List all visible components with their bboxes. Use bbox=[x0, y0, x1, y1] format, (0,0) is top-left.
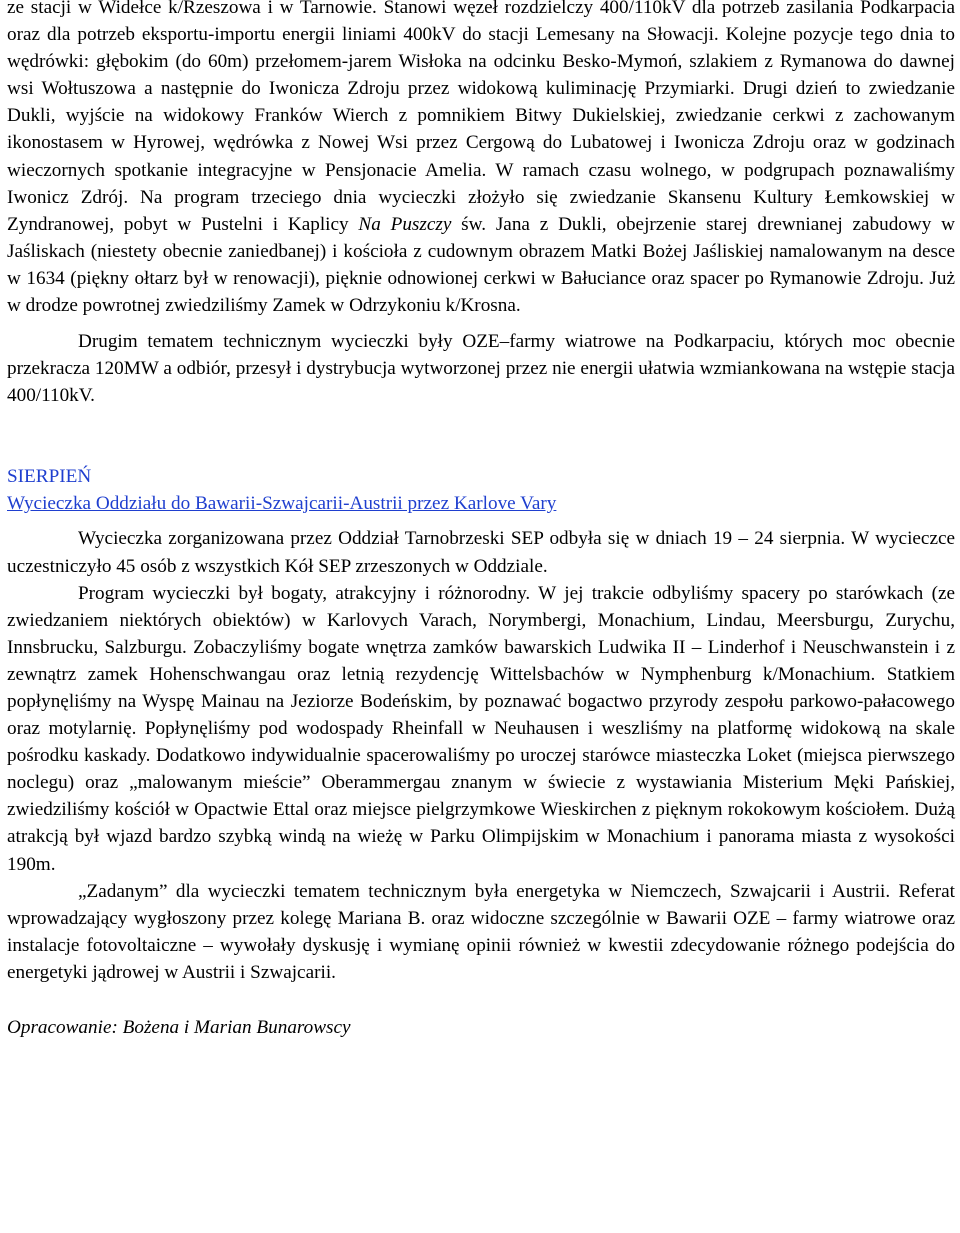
paragraph-intro: Wycieczka zorganizowana przez Oddział Tarnobrzeski SEP odbyła się w dniach 19 – 24 sierpnia. W wycieczce uczestniczyło 45 osób z wszystkich Kół SEP zrzeszonych w Oddziale. bbox=[7, 528, 955, 577]
paragraph-technical: „Zadanym” dla wycieczki tematem technicznym była energetyka w Niemczech, Szwajcarii i Austrii. Referat wprowadzający wygłoszony przez kolegę Mariana B. oraz widoczne szczególnie w Bawarii OZE – farmy wiatrowe oraz instalacje fotovoltaiczne – wywołały dyskusję i wymianę opinii również w kwestii zdecydowanie różnego podejścia do energetyki jądrowej w Austrii i Szwajcarii. bbox=[7, 880, 955, 983]
paragraph-oze: Drugim tematem technicznym wycieczki były OZE–farmy wiatrowe na Podkarpaciu, których moc obecnie przekracza 120MW a odbiór, przesył i dystrybucja wytworzonej przez nie energii ułatwia wzmiankowana na wstępie stacja 400/110kV. bbox=[7, 331, 955, 407]
paragraph-program: Program wycieczki był bogaty, atrakcyjny i różnorodny. W jej trakcie odbyliśmy spacery po starówkach (ze zwiedzaniem niektórych obiektów) w Karlovych Varach, Norymbergi, Monachium, Lindau, Meersburgu, Zurychu, Innsbrucku, Salzburgu. Zobaczyliśmy bogate wnętrza zamków bawarskich Ludwika II – Linderhof i Neuschwanstein i z zewnątrz zamek Hohenschwangau oraz letnią rezydencję Wittelsbachów w Nymphenburg k/Monachium. Statkiem popłynęliśmy na Wyspę Mainau na Jeziorze Bodeńskim, by poznawać bogactwo przyrody zespołu parkowo-pałacowego oraz motylarnię. Popłynęliśmy pod wodospady Rheinfall w Neuhausen i weszliśmy na platformę widokową na skale pośrodku kaskady. Dodatkowo indywidualnie spacerowaliśmy po uroczej starówce miasteczka Loket (miejsca pierwszego noclegu) oraz „malowanym mieście” Oberammergau znanym w świecie z wystawiania Misterium Męki Pańskiej, zwiedziliśmy kościół w Opactwie Ettal oraz miejsce pielgrzymkowe Wieskirchen z pięknym rokokowym kościołem. Dużą atrakcją był wjazd bardzo szybką windą na wieżę w Parku Olimpijskim w Monachium i panorama miasta z wysokości 190m. bbox=[7, 582, 955, 875]
trip-title-link[interactable]: Wycieczka Oddziału do Bawarii-Szwajcarii-Austrii przez Karlove Vary bbox=[7, 493, 557, 515]
paragraph-text: św. Jana z Dukli, obejrzenie starej drewnianej zabudowy w Jaśliskach (niestety obecnie zaniedbanej) i kościoła z cudownym obrazem Matki Bożej Jaśliskiej namalowanym na desce w 1634 (piękny ołtarz był w renowacji), pięknie odnowionej cerkwi w Bałuciance oraz spacer po Rymanowie Zdroju. Już w drodze powrotnej zwiedziliśmy Zamek w Odrzykoniu k/Krosna. bbox=[7, 213, 955, 317]
section-heading bbox=[7, 463, 955, 517]
author-credit: Opracowanie: Bożena i Marian Bunarowscy bbox=[7, 1017, 351, 1038]
italic-name: Na Puszczy bbox=[358, 213, 452, 235]
paragraph-continued bbox=[7, 0, 955, 319]
month-heading: SIERPIEŃ bbox=[7, 466, 92, 488]
paragraph-text: ze stacji w Widełce k/Rzeszowa i w Tarnowie. Stanowi węzeł rozdzielczy 400/110kV dla potrzeb zasilania Podkarpacia oraz dla potrzeb eksportu-importu energii liniami 400kV do stacji Lemesany na Słowacji. Kolejne pozycje tego dnia to wędrówki: głębokim (do 60m) przełomem-jarem Wisłoka na odcinku Besko-Mymoń, szlakiem z Rymanowa do dawnej wsi Wołtuszowa a następnie do Iwonicza Zdroju przez widokową kuliminację Przymiarki. Drugi dzień to zwiedzanie Dukli, wyjście na widokowy Franków Wierch z pomnikiem Bitwy Dukielskiej, zwiedzanie cerkwi z zachowanym ikonostasem w Hyrowej, wędrówka z Nowej Wsi przez Cergową do Lubatowej i Iwonicza Zdroju oraz w godzinach wieczornych spotkanie integracyjne w Pensjonacie Amelia. W ramach czasu wolnego, w podgrupach poznawaliśmy Iwonicz Zdrój. Na program trzeciego dnia wycieczki złożyło się zwiedzanie Skansenu Kultury Łemkowskiej w Zyndranowej, pobyt w Pustelni i Kaplicy bbox=[7, 0, 955, 235]
